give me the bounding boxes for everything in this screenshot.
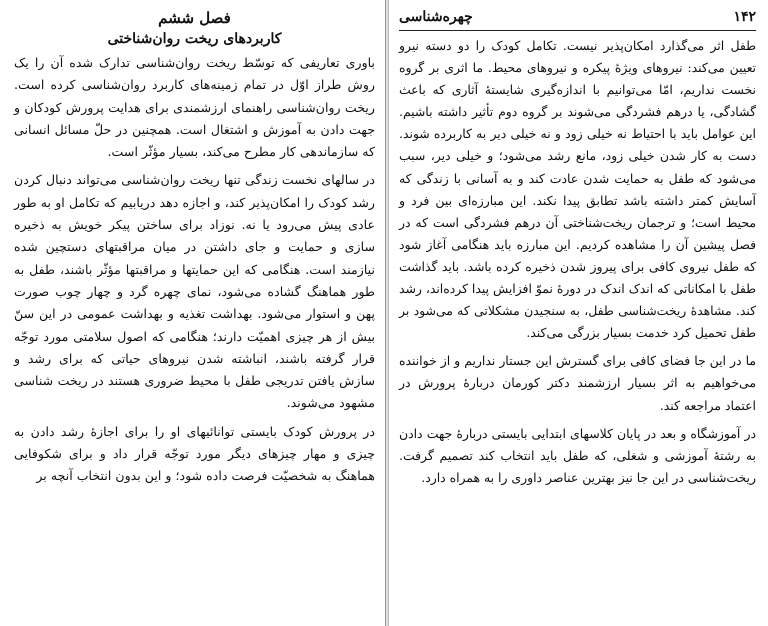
chapter-subtitle: کاربردهای ریخت روان‌شناختی (107, 31, 282, 47)
header-rule (399, 30, 756, 31)
right-paragraph: طفل اثر می‌گذارد امکان‌پذیر نیست. تکامل کودک را دو دسته نیرو تعیین می‌کند: نیروهای ویژهٔ پیکره و نیروهای محیط. ما اثری بر گروه نخست نداریم، امّا می‌توانیم با اندازه‌گیری شایستهٔ آثاری که باعث گشادگی، یا درهم فشردگی می‌شوند بر گروه دوم تأثیر داشته باشیم. این عوامل باید با احتیاط نه خیلی زود و نه خیلی دیر به کاربرده شوند. دست به کار شدن خیلی زود، مانع رشد می‌شود؛ و خیلی دیر، سبب می‌شود که طفل به حمایت شدن عادت کند و به آسانی با زندگی که آسایش کمتر داشته باشد تطابق پیدا نکند. این مبارزه‌ای بین فرد و محیط است؛ و ترجمان ریخت‌شناختی آن درهم فشردگی است که در فصل پیشین آن را مشاهده کردیم. این مبارزه باید هنگامی آغاز شود که طفل نیروی کافی برای پیروز شدن ذخیره کرده باشد. باید گذاشت طفل با امکاناتی که اندک اندک در دورهٔ نموّ افزایش پیدا کرده‌اند، رشد کند. مشاهدهٔ ریخت‌شناسی طفل، به سنجیدن مشکلاتی که می‌شود بر طفل تحمیل کرد خدمت بسیار بزرگی می‌کند. (399, 38, 756, 341)
right-page (388, 0, 768, 626)
chapter-title: فصل ششم (158, 9, 231, 27)
running-header (399, 6, 756, 28)
left-paragraph: باوری تعاریفی که توسّط ریخت روان‌شناسی تدارک شده آن را یک روش طراز اوّل در تمام زمینه‌های کاربرد روان‌شناسی کرده است. ریخت روان‌شناسی راهنمای ارزشمندی برای هدایت پرورش کودکان و جهت دادن به آموزش و اشتغال است. همچنین در حلّ مسائل انسانی که سازماندهی کار مطرح می‌کند، بسیار مؤثّر است. (14, 55, 375, 160)
page-number: ۱۴۲ (733, 9, 756, 25)
left-paragraph: در پرورش کودک بایستی توانائیهای او را برای اجازهٔ رشد دادن به چیزی و مهار چیزهای دیگر مورد توجّه قرار داد و برای شکوفایی هماهنگ به شخصیّت فرصت داده شود؛ و این بدون انتخاب آنچه بر (14, 423, 375, 484)
running-head: چهره‌شناسی (399, 9, 473, 25)
left-paragraph: در سالهای نخست زندگی تنها ریخت روان‌شناسی می‌تواند دنبال کردن رشد کودک را امکان‌پذیر کند، و اجازه دهد دریابیم که تکامل او به طور عادی پیش می‌رود یا نه. نوزاد برای ساختن پیکر خویش به ذخیره سازی و حمایت و جای داشتن در میان مراقبتهای دستچین شده نیازمند است. هنگامی که این حمایتها و مراقبتها مؤثّر باشند، طفل به طور هماهنگ گشاده می‌شود، نمای چهره گرد و چهار چوب صورت پهن و استوار می‌شود. بهداشت تغذیه و بهداشت عمومی در این سنّ بیش از هر چیزی اهمیّت دارند؛ هنگامی که اصول سلامتی مورد توجّه قرار گرفته باشند، انباشته شدن نیروهای حیاتی که برای رشد و سازش یافتن تدریجی طفل با محیط ضروری هستند در ریخت شناسی مشهود می‌شوند. (14, 172, 375, 411)
right-paragraph: در آموزشگاه و بعد در پایان کلاسهای ابتدایی بایستی دربارهٔ جهت دادن به رشتهٔ آموزشی و شغلی، که طفل باید انتخاب کند تصمیم گرفت. ریخت‌شناسی در این جا نیز بهترین عناصر داوری را به همراه دارد. (399, 425, 756, 485)
right-paragraph: ما در این جا فضای کافی برای گسترش این جستار نداریم و از خواننده می‌خواهیم به اثر بسیار ارزشمند دکتر کورمان دربارهٔ پرورش در اعتماد مراجعه کند. (399, 353, 756, 413)
